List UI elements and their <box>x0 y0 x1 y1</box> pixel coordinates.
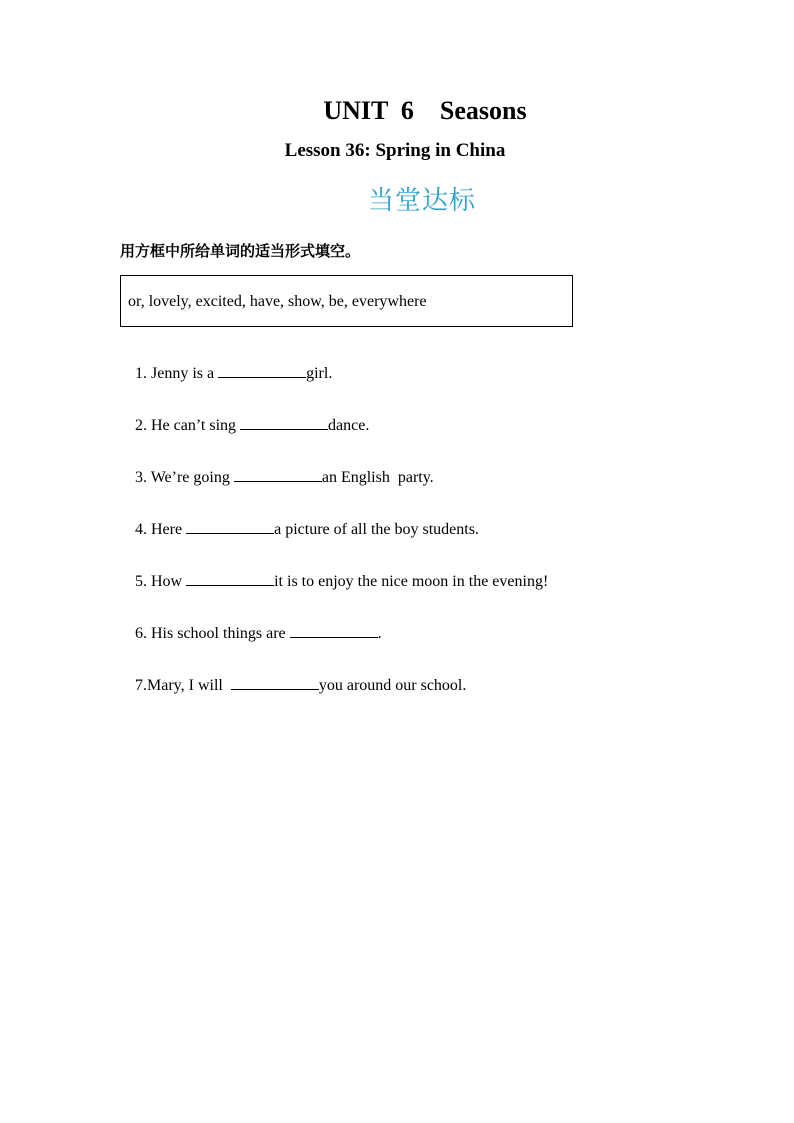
question-7 <box>119 657 466 713</box>
section-heading: 当堂达标 <box>367 186 476 216</box>
question-text-before: 5. How <box>135 573 187 590</box>
question-text-after: . <box>377 625 382 642</box>
question-text-before: 6. His school things are <box>135 625 290 642</box>
answer-blank[interactable] <box>231 675 319 690</box>
question-text-before: 1. Jenny is a <box>135 365 219 382</box>
lesson-title: Lesson 36: Spring in China <box>284 140 506 161</box>
question-text-after: you around our school. <box>318 677 467 694</box>
question-6 <box>119 605 382 661</box>
question-2 <box>119 397 369 453</box>
answer-blank[interactable] <box>240 415 328 430</box>
question-text-before: 7.Mary, I will <box>135 677 231 694</box>
word-bank-text: or, lovely, excited, have, show, be, everywhere <box>128 293 427 310</box>
question-text-before: 2. He can’t sing <box>135 417 241 434</box>
question-text-after: it is to enjoy the nice moon in the evening! <box>274 573 549 590</box>
question-3 <box>119 449 434 505</box>
question-text-after: a picture of all the boy students. <box>274 521 479 538</box>
answer-blank[interactable] <box>290 623 378 638</box>
question-1 <box>119 345 332 401</box>
question-text-before: 4. Here <box>135 521 187 538</box>
question-5 <box>119 553 548 609</box>
exercise-instruction: 用方框中所给单词的适当形式填空。 <box>120 242 361 260</box>
answer-blank[interactable] <box>234 467 322 482</box>
question-4 <box>119 501 479 557</box>
question-text-before: 3. We’re going <box>135 469 234 486</box>
answer-blank[interactable] <box>186 519 274 534</box>
question-text-after: girl. <box>306 365 333 382</box>
answer-blank[interactable] <box>218 363 306 378</box>
question-text-after: dance. <box>328 417 370 434</box>
answer-blank[interactable] <box>186 571 274 586</box>
word-bank-box <box>120 275 573 327</box>
question-text-after: an English party. <box>321 469 434 486</box>
unit-title: UNIT 6 Seasons <box>323 96 527 125</box>
